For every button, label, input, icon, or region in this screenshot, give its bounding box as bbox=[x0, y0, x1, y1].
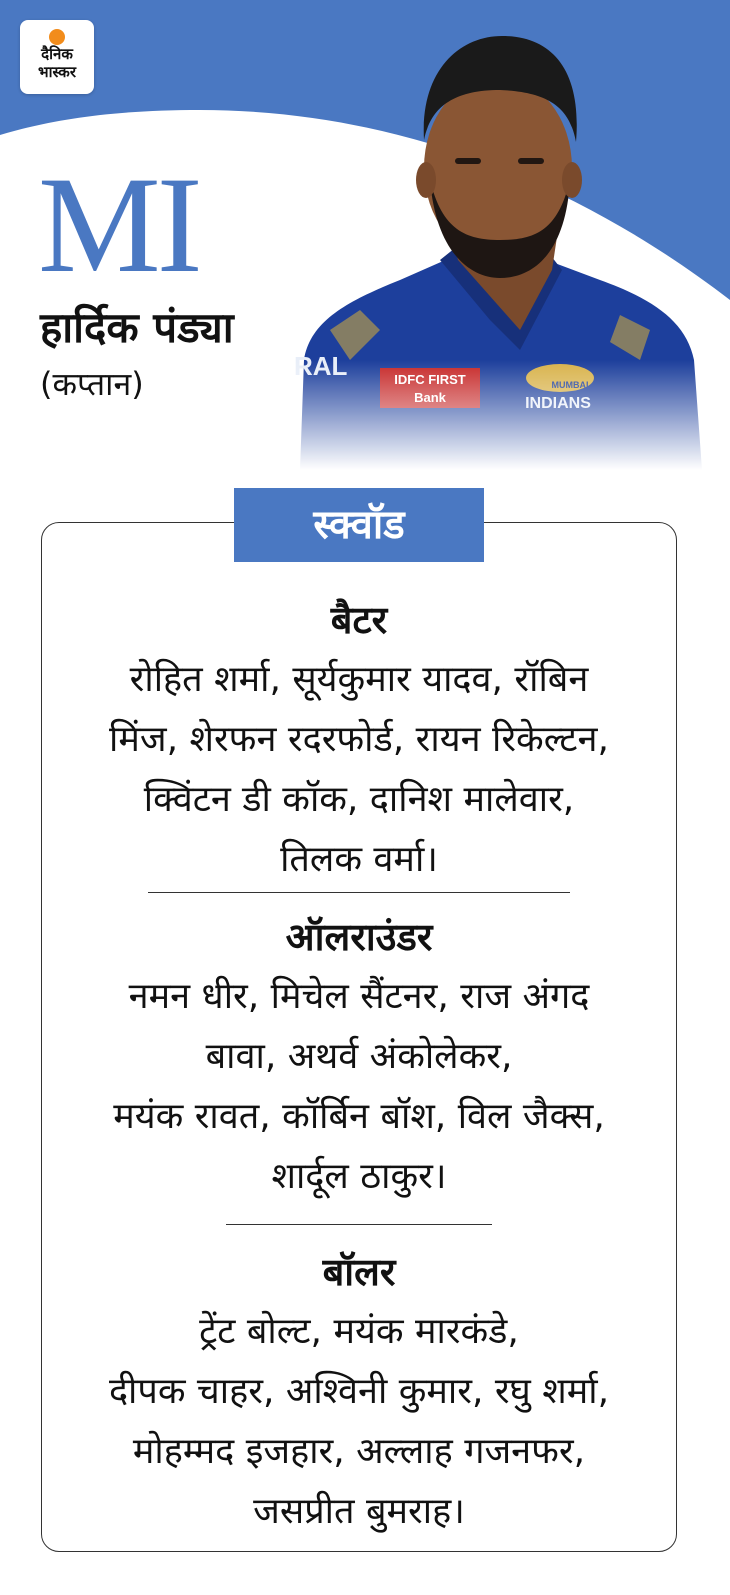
section-title-bowlers: बॉलर bbox=[322, 1250, 396, 1294]
squad-title: स्क्वॉड bbox=[234, 488, 484, 562]
list-item: शार्दूल ठाकुर। bbox=[271, 1156, 447, 1197]
section-divider bbox=[148, 892, 570, 893]
captain-photo bbox=[290, 30, 710, 470]
list-item: नमन धीर, मिचेल सैंटनर, राज अंगद bbox=[128, 976, 590, 1017]
batters-section bbox=[41, 590, 677, 890]
list-item: तिलक वर्मा। bbox=[280, 839, 438, 880]
list-item: क्विंटन डी कॉक, दानिश मालेवार, bbox=[143, 779, 575, 820]
section-title-batters: बैटर bbox=[330, 598, 388, 642]
logo-sun-icon bbox=[49, 29, 65, 45]
list-item: रोहित शर्मा, सूर्यकुमार यादव, रॉबिन bbox=[129, 659, 589, 700]
list-item: दीपक चाहर, अश्विनी कुमार, रघु शर्मा, bbox=[108, 1371, 610, 1412]
logo-text-line2: भास्कर bbox=[38, 63, 76, 81]
allrounders-section bbox=[41, 907, 677, 1207]
section-divider bbox=[226, 1224, 492, 1225]
team-code: MI bbox=[38, 148, 199, 301]
list-item: मोहम्मद इजहार, अल्लाह गजनफर, bbox=[132, 1431, 586, 1472]
list-item: ट्रेंट बोल्ट, मयंक मारकंडे, bbox=[199, 1311, 519, 1352]
captain-name: हार्दिक पंड्या bbox=[40, 303, 234, 352]
list-item: बावा, अथर्व अंकोलेकर, bbox=[205, 1036, 513, 1077]
list-item: मिंज, शेरफन रदरफोर्ड, रायन रिकेल्टन, bbox=[109, 719, 609, 760]
section-title-allrounders: ऑलराउंडर bbox=[285, 915, 433, 959]
dainik-bhaskar-logo bbox=[20, 20, 94, 94]
list-item: मयंक रावत, कॉर्बिन बॉश, विल जैक्स, bbox=[113, 1096, 605, 1137]
list-item: जसप्रीत बुमराह। bbox=[253, 1491, 465, 1532]
captain-role: (कप्तान) bbox=[40, 365, 144, 403]
logo-text-line1: दैनिक bbox=[41, 45, 73, 63]
bowlers-section bbox=[41, 1242, 677, 1542]
